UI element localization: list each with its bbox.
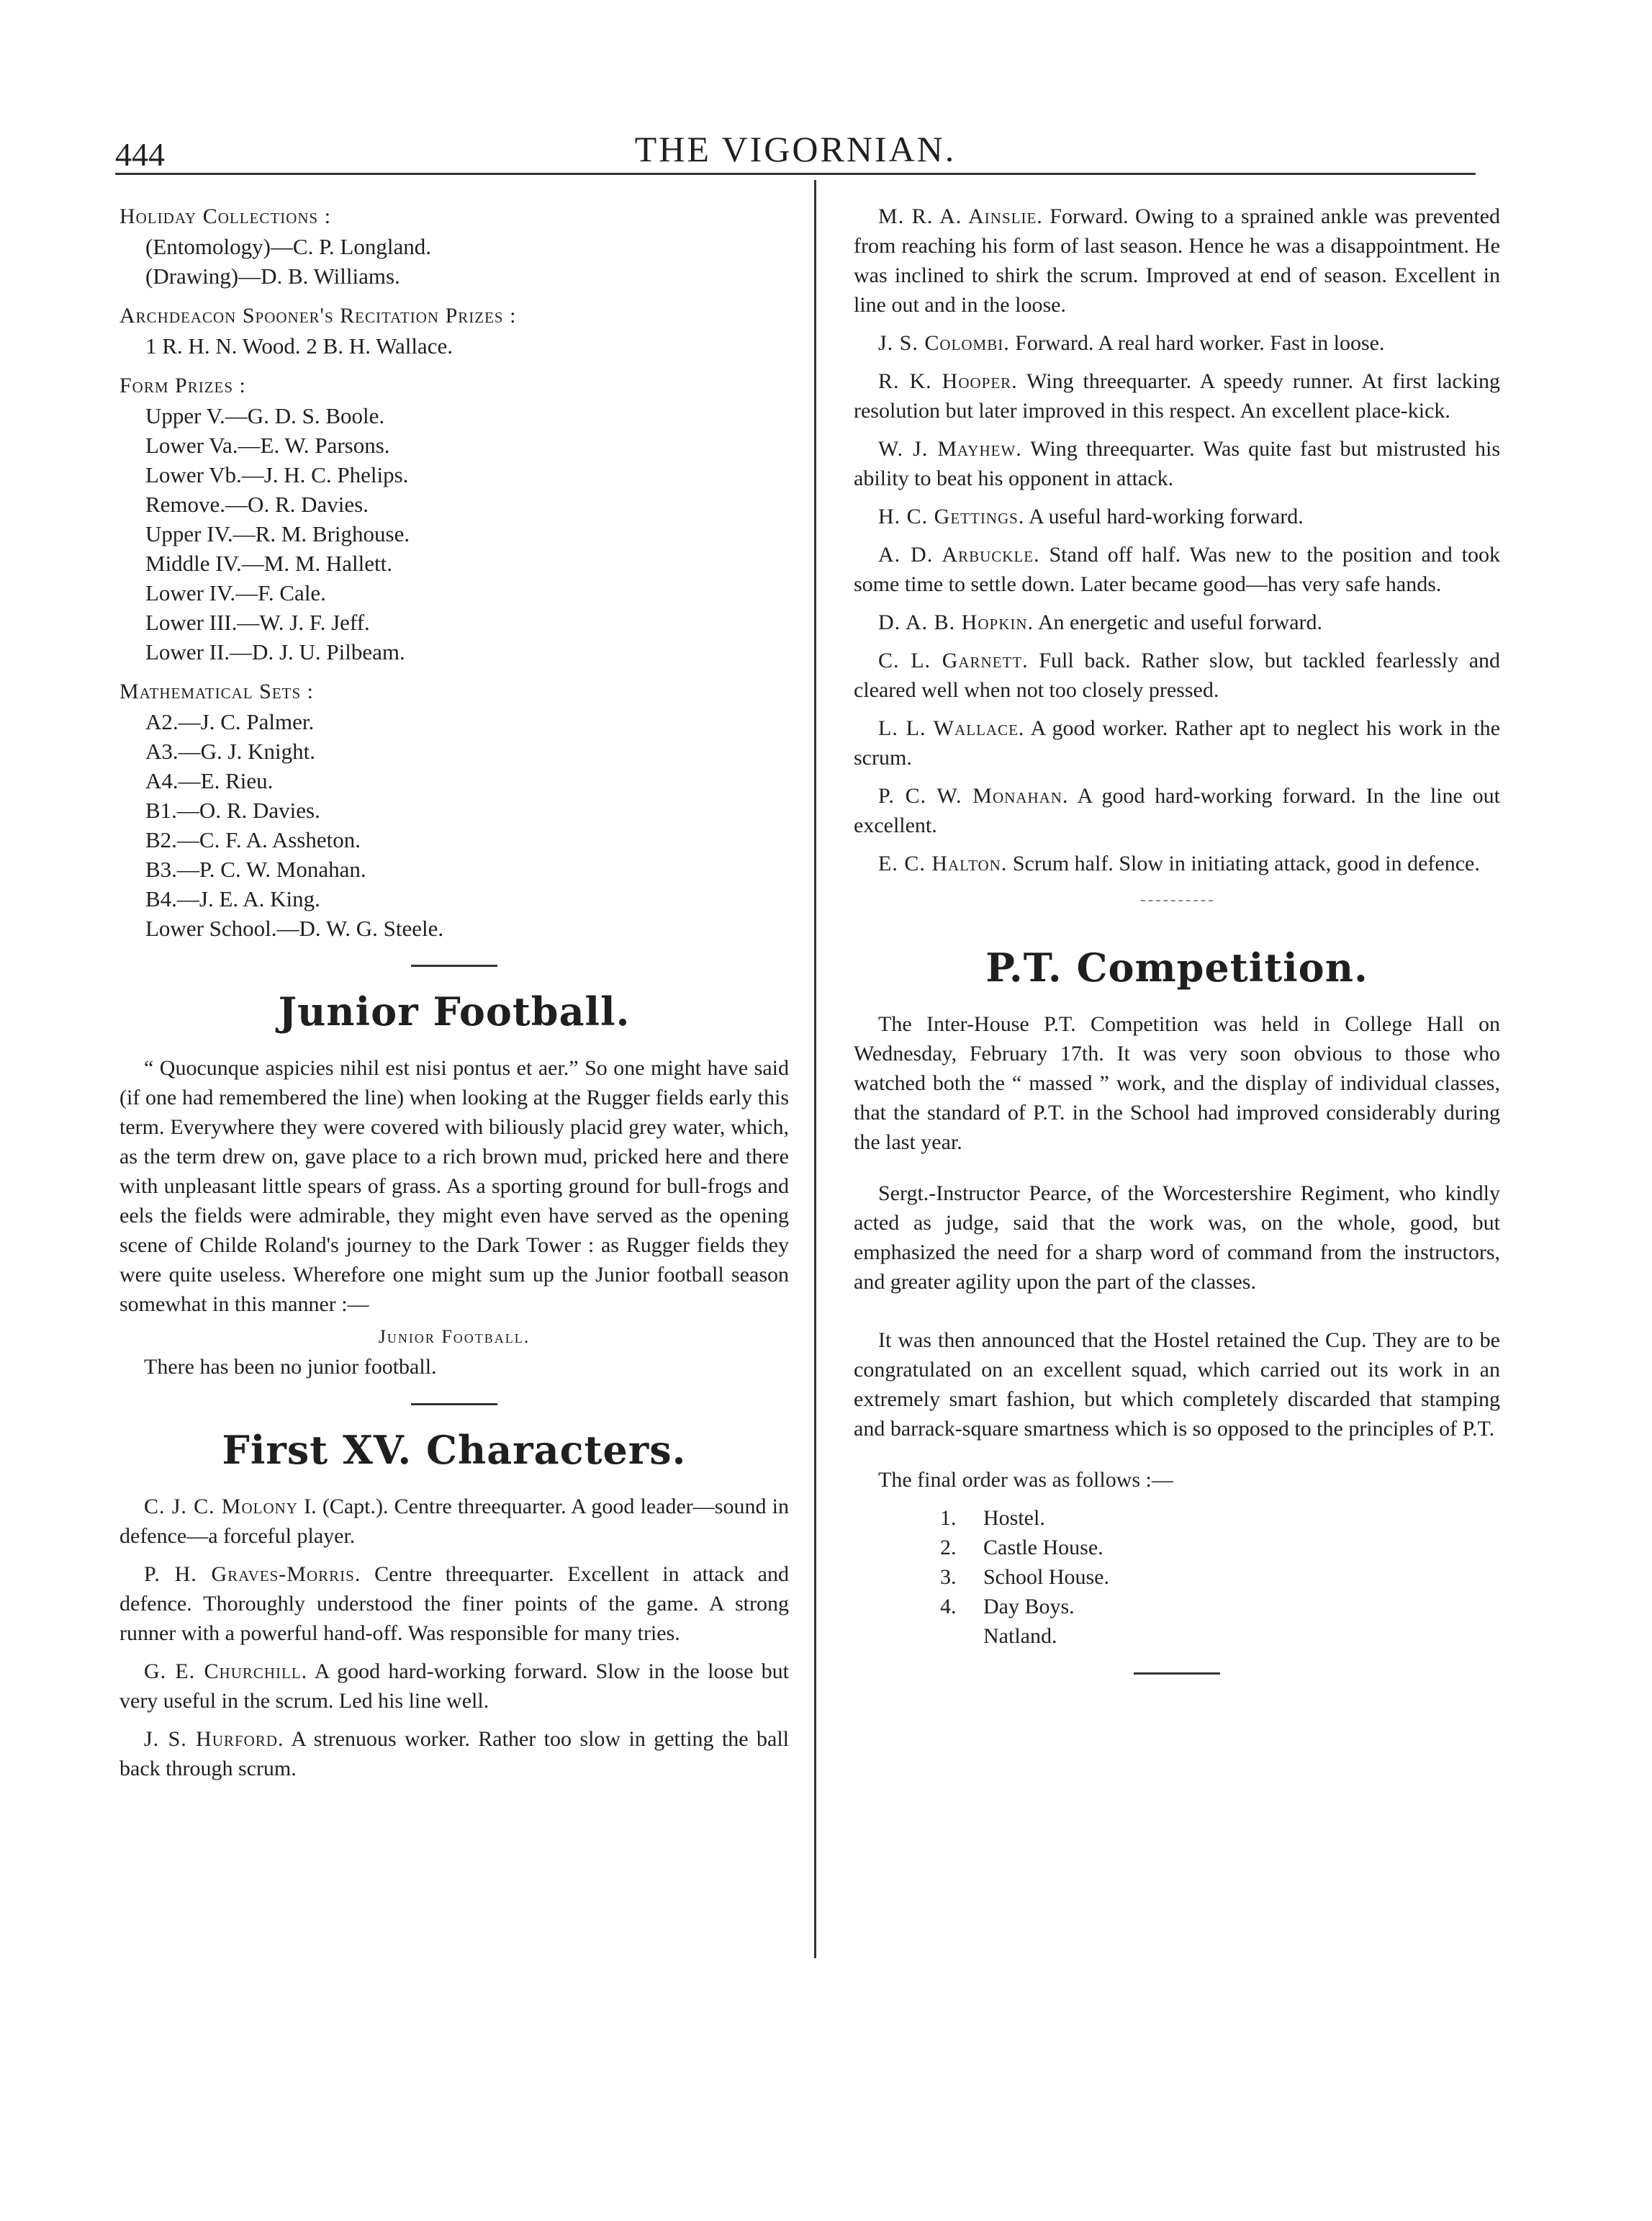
section-divider (1134, 1672, 1220, 1675)
list-item: B4.—J. E. A. King. (145, 886, 320, 911)
pt-competition-title: P.T. Competition. (985, 945, 1368, 991)
order-number: 1. (940, 1506, 957, 1530)
character-entry (854, 713, 1500, 772)
house-name: Day Boys. (983, 1595, 1075, 1618)
holiday-collections (119, 202, 789, 291)
house-name: Natland. (983, 1624, 1057, 1648)
player-description: I. (Capt.). Centre threequarter. A good leader—sound in defence—a forceful player. (119, 1495, 790, 1548)
list-item: A2.—J. C. Palmer. (145, 709, 315, 734)
player-description: Wing threequarter. A speedy runner. At first lacking resolution but later improved in this respect. An excellent place-kick. (854, 369, 1500, 423)
list-item: (Entomology)—C. P. Longland. (145, 234, 431, 259)
list-item: A3.—G. J. Knight. (145, 739, 315, 764)
left-column (119, 202, 789, 1792)
section-divider (1141, 900, 1213, 901)
list-item: B1.—O. R. Davies. (145, 798, 320, 823)
list-item: Upper V.—G. D. S. Boole. (145, 403, 385, 428)
player-name: E. C. Halton. (878, 852, 1008, 875)
character-entry (854, 540, 1500, 599)
right-column (854, 202, 1500, 1696)
player-name: G. E. Churchill. (144, 1659, 308, 1683)
list-item (940, 1592, 1500, 1621)
character-entry (854, 646, 1500, 705)
player-name: L. L. Wallace. (878, 716, 1025, 740)
spooner-prizes (119, 301, 789, 361)
list-item: Lower II.—D. J. U. Pilbeam. (145, 639, 405, 665)
pt-paragraph: Sergt.-Instructor Pearce, of the Worcestershire Regiment, who kindly acted as judge, said that the work was, on the whole, good, but emphasized the need for a sharp word of command from the instructors, and greater agility upon the part of the classes. (854, 1181, 1500, 1294)
player-name: M. R. A. Ainslie. (878, 204, 1043, 228)
column-divider (814, 180, 816, 1958)
player-name: P. H. Graves-Morris. (144, 1562, 361, 1586)
player-description: Scrum half. Slow in initiating attack, good in defence. (1007, 852, 1480, 875)
player-description: A good hard-working forward. Slow in the loose but very useful in the scrum. Led his line well. (119, 1659, 789, 1713)
page-header (115, 121, 1476, 179)
list-item: B3.—P. C. W. Monahan. (145, 857, 366, 882)
form-prizes (119, 371, 789, 667)
character-entry (854, 608, 1500, 637)
player-name: D. A. B. Hopkin. (878, 611, 1034, 634)
player-description: A good hard-working forward. In the line out excellent. (854, 784, 1500, 837)
order-number: 3. (940, 1565, 957, 1589)
page-number: 444 (115, 136, 165, 173)
character-entry (854, 502, 1500, 531)
junior-football-final-line: There has been no junior football. (144, 1355, 437, 1379)
list-item (940, 1503, 1500, 1533)
house-name: School House. (983, 1565, 1109, 1589)
player-description: A useful hard-working forward. (1024, 505, 1304, 528)
player-name: J. S. Hurford. (144, 1727, 284, 1751)
final-order-list (940, 1503, 1500, 1651)
junior-football-subheading: Junior Football. (378, 1326, 531, 1347)
character-entry (119, 1559, 789, 1648)
list-heading: Mathematical Sets : (119, 680, 315, 703)
list-item: A4.—E. Rieu. (145, 768, 274, 793)
character-entry (119, 1657, 789, 1716)
player-description: Full back. Rather slow, but tackled fearlessly and cleared well when not too closely pressed. (854, 649, 1501, 702)
first-xv-title: First XV. Characters. (222, 1427, 687, 1473)
player-name: H. C. Gettings. (878, 505, 1025, 528)
list-item: Lower Vb.—J. H. C. Phelips. (145, 462, 409, 487)
player-description: An energetic and useful forward. (1034, 611, 1323, 634)
junior-football-paragraph: “ Quocunque aspicies nihil est nisi pontus et aer.” So one might have said (if one had remembered the line) when looking at the Rugger fields early this term. Everywhere they were covered with biliously placid grey water, which, as the term drew on, gave place to a rich brown mud, pricked here and there with unpleasant little spears of grass. As a sporting ground for bull-frogs and eels the fields were admirable, they might even have served as the opening scene of Childe Roland's journey to the Dark Tower : as Rugger fields they were quite useless. Wherefore one might sum up the Junior football season somewhat in this manner :— (119, 1056, 789, 1316)
player-name: J. S. Colombi. (878, 331, 1010, 355)
player-description: Stand off half. Was new to the position and took some time to settle down. Later became good—has very safe hands. (854, 543, 1500, 596)
character-entry (854, 434, 1500, 493)
list-item: Remove.—O. R. Davies. (145, 492, 369, 517)
player-description: A strenuous worker. Rather too slow in getting the ball back through scrum. (119, 1727, 789, 1780)
list-item (940, 1533, 1500, 1562)
mathematical-sets (119, 677, 789, 943)
player-name: C. L. Garnett. (878, 649, 1029, 672)
list-item (940, 1562, 1500, 1592)
list-item: Lower Va.—E. W. Parsons. (145, 433, 390, 458)
house-name: Castle House. (983, 1536, 1103, 1559)
player-name: C. J. C. Molony (144, 1495, 298, 1518)
character-entry (119, 1492, 789, 1551)
list-item: Upper IV.—R. M. Brighouse. (145, 521, 410, 546)
player-name: P. C. W. Monahan. (878, 784, 1069, 808)
character-entry (854, 366, 1500, 425)
junior-football-title: Junior Football. (278, 988, 631, 1035)
order-number: 4. (940, 1595, 957, 1618)
character-entry (119, 1724, 789, 1783)
list-item: (Drawing)—D. B. Williams. (145, 263, 400, 289)
player-name: R. K. Hooper. (878, 369, 1018, 393)
player-description: Centre threequarter. Excellent in attack and defence. Thoroughly understood the finer points of the game. A strong runner with a powerful hand-off. Was responsible for many tries. (119, 1562, 790, 1645)
player-description: A good worker. Rather apt to neglect his work in the scrum. (854, 716, 1500, 770)
character-entry (854, 849, 1500, 878)
running-title: THE VIGORNIAN. (634, 129, 957, 169)
pt-paragraph: The Inter-House P.T. Competition was held in College Hall on Wednesday, February 17th. It was very soon obvious to those who watched both the “ massed ” work, and the display of individual classes, that the standard of P.T. in the School had improved considerably during the last year. (854, 1012, 1500, 1154)
section-divider (411, 965, 497, 967)
player-description: Forward. Owing to a sprained ankle was prevented from reaching his form of last season. Hence he was a disappointment. He was inclined to shirk the scrum. Improved at end of season. Excellent in line out and in the loose. (854, 204, 1500, 317)
list-item (940, 1621, 1500, 1651)
list-item: Lower III.—W. J. F. Jeff. (145, 610, 370, 635)
list-item: Lower School.—D. W. G. Steele. (145, 916, 444, 941)
character-entry (854, 781, 1500, 840)
player-name: W. J. Mayhew. (878, 437, 1022, 461)
header-rule (115, 173, 1476, 175)
pt-paragraph: It was then announced that the Hostel retained the Cup. They are to be congratulated on an excellent squad, which carried out its work in an extremely smart fashion, but which completely discarded that stamping and barrack-square smartness which is so opposed to the principles of P.T. (854, 1328, 1500, 1441)
character-entry (854, 328, 1500, 358)
player-description: Wing threequarter. Was quite fast but mistrusted his ability to beat his opponent in attack. (854, 437, 1500, 490)
section-divider (411, 1403, 497, 1405)
player-description: Forward. A real hard worker. Fast in loose. (1009, 331, 1385, 355)
list-item: Lower IV.—F. Cale. (145, 580, 326, 605)
character-entry (854, 202, 1500, 320)
order-number: 2. (940, 1536, 957, 1559)
player-name: A. D. Arbuckle. (878, 543, 1040, 567)
house-name: Hostel. (983, 1506, 1045, 1530)
list-heading: Form Prizes : (119, 374, 246, 397)
list-item: 1 R. H. N. Wood. 2 B. H. Wallace. (145, 333, 453, 359)
list-item: Middle IV.—M. M. Hallett. (145, 551, 392, 576)
list-item: B2.—C. F. A. Assheton. (145, 827, 361, 852)
list-heading: Archdeacon Spooner's Recitation Prizes : (119, 304, 517, 328)
list-heading: Holiday Collections : (119, 204, 332, 228)
final-order-intro: The final order was as follows :— (878, 1468, 1173, 1492)
